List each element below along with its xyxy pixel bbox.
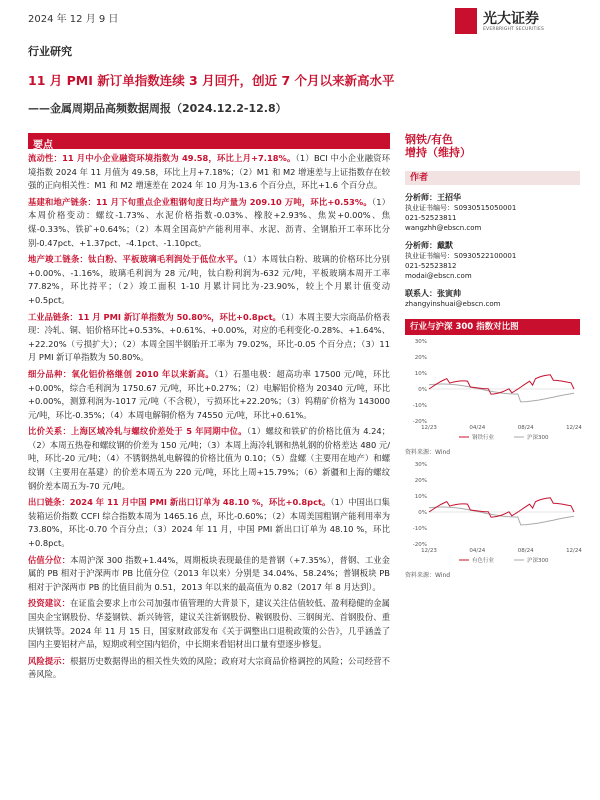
paragraph-body: （1）中国出口集装箱运价指数 CCFI 综合指数本周为 1465.16 点，环比-0.60%；（2）本周美国粗钢产能利用率为 73.80%，环比-0.70 个百分点；（3）2024 年 11 月，中国 PMI 新出口订单为 48.10 %，环比+0.8pct。: [28, 497, 390, 549]
report-subtitle: ——金属周期品高频数据周报（2024.12.2-12.8）: [28, 102, 287, 115]
paragraph-lead: 细分品种：氧化铝价格继创 2010 年以来新高。: [28, 368, 215, 379]
authors-heading: 作者: [405, 171, 580, 185]
chart-steel-vs-csi300: [405, 335, 580, 445]
analyst-name: 联系人：张寅帅: [405, 289, 461, 298]
paragraph-lead: 地产竣工链条：钛白粉、平板玻璃毛利润处于低位水平。: [28, 254, 243, 265]
report-category: 行业研究: [28, 45, 72, 58]
analyst-detail: 021-52523811: [405, 214, 457, 222]
key-paragraph: [28, 425, 390, 493]
y-tick-label: 30%: [414, 339, 427, 345]
key-paragraph: [28, 655, 390, 682]
paragraph-lead: 工业品链条：11 月 PMI 新订单指数为 50.80%，环比+0.8pct。: [28, 311, 281, 322]
paragraph-body: （1）本周主要大宗商品价格表现：冷轧、铜、铝价格环比+0.53%、+0.61%、+0.00%，对应的毛利变化-0.28%、+1.64%、+22.20%（亏损扩大）；（2）本周全国半钢胎开工率为 79.02%，环比-0.05 个百分点；（3）11 月 PMI 新订单指数为 50.80%。: [28, 311, 390, 363]
y-tick-label: -20%: [412, 542, 427, 548]
logo: [455, 6, 575, 38]
logo-mark-icon: [455, 8, 477, 34]
analyst-detail: 执业证书编号：S0930522100001: [405, 252, 517, 260]
key-paragraph: [28, 554, 390, 595]
series-line-csi300: [429, 384, 574, 402]
x-tick-label: 08/24: [517, 425, 534, 431]
analyst-detail: wangzhh@ebscn.com: [405, 224, 482, 232]
x-tick-label: 04/24: [469, 425, 486, 431]
analyst-list: [405, 193, 580, 309]
key-paragraph: [28, 152, 390, 193]
chart2-source: 资料来源：Wind: [405, 572, 451, 579]
key-paragraph: [28, 196, 390, 250]
legend-label: 沪深300: [527, 435, 549, 441]
key-paragraph: [28, 368, 390, 422]
paragraph-lead: 比价关系：上海区域冷轧与螺纹价差处于 5 年同期中位。: [28, 426, 247, 437]
paragraph-body: （1）螺纹和铁矿的价格比值为 4.24；（2）本周五热卷和螺纹钢的价差为 150 元/吨；（3）本周上海冷轧钢和热轧钢的价格差达 480 元/吨，环比-20 元/吨；（4）不锈钢热轧电解镍的价格比值为 0.10；（5）盘螺（主要用在地产）和螺纹钢（主要用在基建）的价差本周五为 220 元/吨，环比上周+15.79%；（6）新疆和上海的螺纹钢价差本周五为-70 元/吨。: [28, 426, 390, 491]
key-paragraph: [28, 253, 390, 307]
chart-heading: 行业与沪深 300 指数对比图: [405, 319, 580, 335]
y-tick-label: 20%: [414, 478, 427, 484]
key-paragraph: [28, 311, 390, 365]
rating-label: 增持（维持）: [405, 146, 471, 159]
paragraph-body: （1）本周钛白粉、玻璃的价格环比分别+0.00%、-1.16%，玻璃毛利润为 28 元/吨，钛白粉利润为-632 元/吨，平板玻璃本周开工率 77.82%，环比持平；（2）竣工面积 1-10 月累计同比为-23.90%，较上个月累计值变动+0.5pct。: [28, 254, 390, 305]
logo-text: 光大证券: [483, 11, 539, 27]
y-tick-label: 10%: [414, 371, 427, 377]
y-tick-label: 10%: [414, 494, 427, 500]
paragraph-lead: 流动性：11 月中小企业融资环境指数为 49.58，环比上月+7.18%。: [28, 153, 296, 163]
key-points-bar: [28, 133, 390, 149]
key-paragraph: [28, 496, 390, 550]
analyst-name: 分析师：王招华: [405, 193, 461, 202]
analyst-detail: modai@ebscn.com: [405, 272, 472, 280]
y-tick-label: 0%: [418, 387, 427, 393]
x-tick-label: 12/24: [566, 548, 582, 554]
analyst-detail: zhangyinshuai@ebscn.com: [405, 300, 501, 308]
paragraph-body: （1）石墨电极：超高功率 17500 元/吨，环比+0.00%，综合毛利润为 1750.67 元/吨，环比+0.27%；（2）电解铝价格为 20340 元/吨，环比+0.00%，测算利润为-1017 元/吨（不含税），亏损环比+22.20%；（3）钨精矿价格为 143000 元/吨，环比-0.35%；（4）本周电解铜价格为 74550 元/吨，环比+0.61%。: [28, 368, 390, 420]
chart1-source: 资料来源：Wind: [405, 449, 451, 456]
y-tick-label: 0%: [418, 510, 427, 516]
y-tick-label: -10%: [412, 526, 427, 532]
logo-sub: EVERBRIGHT SECURITIES: [483, 27, 545, 32]
report-title: 11 月 PMI 新订单指数连续 3 月回升，创近 7 个月以来新高水平: [28, 73, 395, 88]
sidebar: [405, 133, 580, 581]
y-tick-label: 20%: [414, 355, 427, 361]
main-body: [28, 152, 390, 685]
analyst-name: 分析师：戴默: [405, 241, 453, 250]
x-tick-label: 12/23: [421, 548, 437, 554]
paragraph-body: （1）BCI 中小企业融资环境指数 2024 年 11 月值为 49.58，环比上月+7.18%；（2）M1 和 M2 增速差与上证指数存在较强的正向相关性：M1 和 M2 增速差在 2024 年 10 月为-13.6 个百分点，环比+1.6 个百分点。: [28, 153, 390, 191]
chart-nonferrous-vs-csi300: [405, 458, 580, 568]
analyst-detail: 021-52523812: [405, 262, 457, 270]
analyst-detail: 执业证书编号：S0930515050001: [405, 204, 517, 212]
x-tick-label: 12/23: [421, 425, 437, 431]
legend-label: 钢铁行业: [472, 435, 495, 441]
legend-label: 有色行业: [472, 558, 495, 564]
legend-label: 沪深300: [527, 558, 549, 564]
x-tick-label: 08/24: [517, 548, 534, 554]
paragraph-body: 根据历史数据得出的相关性失效的风险；政府对大宗商品价格调控的风险；公司经营不善风险。: [28, 655, 390, 680]
paragraph-body: （1）本周价格变动：螺纹-1.73%、水泥价格指数-0.03%、橡胶+2.93%、焦炭+0.00%、焦煤-0.33%、铁矿+0.64%；（2）本周全国高炉产能利用率、水泥、沥青、全钢胎开工率环比分别-0.47pct、+1.37pct、-4.1pct、-1.10pct。: [28, 196, 390, 248]
y-tick-label: 30%: [414, 462, 427, 468]
paragraph-body: 在证监会要求上市公司加强市值管理的大背景下，建议关注估值较低、盈利稳健的金属国央企宝钢股份、华菱钢铁、新兴铸管，建议关注新钢股份、鞍钢股份、三钢闽光、首钢股份、重庆钢铁等。2024 年 11 月 15 日，国家财政部发布《关于调整出口退税政策的公告》，几乎涵盖了国内主要铝材产品，短期或利空国内铝价，中长期来看铝材出口量有望逐步修复。: [28, 598, 390, 650]
report-date: 2024 年 12 月 9 日: [28, 14, 119, 25]
paragraph-lead: 估值分位：: [28, 554, 71, 565]
x-tick-label: 04/24: [469, 548, 486, 554]
series-line-csi300: [429, 507, 574, 525]
paragraph-lead: 投资建议：: [28, 598, 71, 609]
paragraph-lead: 出口链条：2024 年 11 月中国 PMI 新出口订单为 48.10 %，环比+0.8pct。: [28, 497, 331, 508]
industry-label: 钢铁/有色: [405, 133, 454, 146]
x-tick-label: 12/24: [566, 425, 582, 431]
paragraph-lead: 基建和地产链条：11 月下旬重点企业粗钢旬度日均产量为 209.10 万吨，环比+0.53%。: [28, 196, 372, 207]
y-tick-label: -20%: [412, 419, 427, 425]
key-points-label: 要点: [33, 140, 53, 151]
paragraph-body: 本周沪深 300 指数+1.44%，周期板块表现最佳的是普钢（+7.35%），普钢、工业金属的 PB 相对于沪深两市 PB 比值分位（2013 年以来）分别是 34.04%、58.24%；普钢板块 PB 相对于沪深两市 PB 的比值目前为 0.51，2013 年以来的最高值为 0.82（2017 年 8 月达到）。: [28, 554, 390, 592]
y-tick-label: -10%: [412, 403, 427, 409]
key-paragraph: [28, 597, 390, 651]
paragraph-lead: 风险提示：: [28, 655, 71, 666]
